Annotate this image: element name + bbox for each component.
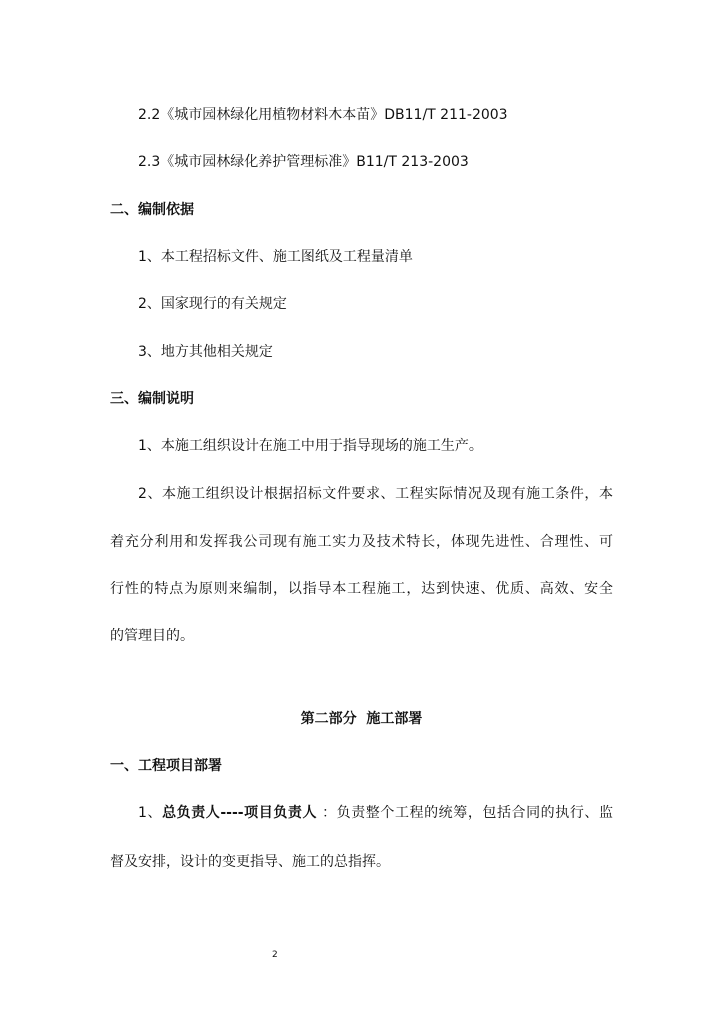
notes-item-2-line-4: 的管理目的。 bbox=[110, 628, 194, 644]
deploy-item-1-number: 1、 bbox=[138, 805, 163, 821]
notes-item-2-line-1: 2、本施工组织设计根据招标文件要求、工程实际情况及现有施工条件，本 bbox=[138, 486, 613, 502]
notes-item-1: 1、本施工组织设计在施工中用于指导现场的施工生产。 bbox=[138, 438, 483, 454]
notes-item-2-line-3: 行性的特点为原则来编制，以指导本工程施工，达到快速、优质、高效、安全 bbox=[110, 581, 613, 597]
notes-item-2-line-2: 着充分利用和发挥我公司现有施工实力及技术特长，体现先进性、合理性、可 bbox=[110, 534, 613, 550]
standard-2-2: 2.2《城市园林绿化用植物材料木本苗》DB11/T 211-2003 bbox=[138, 107, 508, 123]
deploy-item-1-line-2: 督及安排，设计的变更指导、施工的总指挥。 bbox=[110, 854, 390, 870]
heading-project-deployment: 一、工程项目部署 bbox=[110, 758, 222, 774]
basis-item-2: 2、国家现行的有关规定 bbox=[138, 296, 287, 312]
deploy-item-1-description: ：负责整个工程的统筹，包括合同的执行、监 bbox=[317, 805, 613, 821]
heading-compilation-notes: 三、编制说明 bbox=[110, 391, 194, 407]
deploy-item-1-role: 总负责人----项目负责人 bbox=[162, 805, 318, 821]
basis-item-3: 3、地方其他相关规定 bbox=[138, 344, 273, 360]
basis-item-1: 1、本工程招标文件、施工图纸及工程量清单 bbox=[138, 249, 413, 265]
page-number: 2 bbox=[272, 950, 278, 960]
heading-compilation-basis: 二、编制依据 bbox=[110, 202, 194, 218]
deploy-item-1-line-1 bbox=[110, 803, 613, 823]
standard-2-3: 2.3《城市园林绿化养护管理标准》B11/T 213-2003 bbox=[138, 154, 469, 170]
part-2-title: 第二部分 施工部署 bbox=[300, 711, 423, 727]
